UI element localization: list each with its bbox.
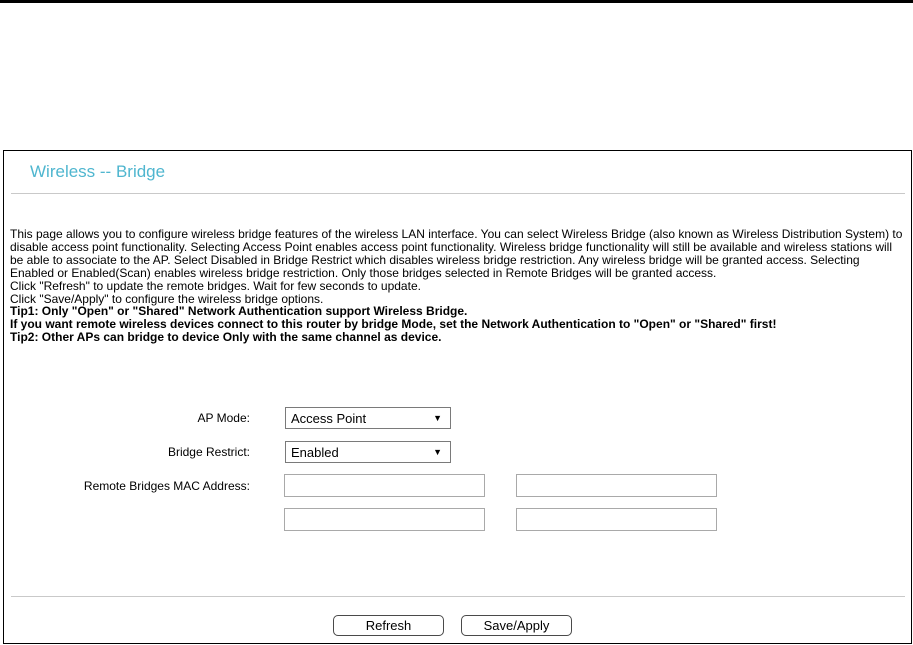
ap-mode-select[interactable] [285,407,451,429]
save-instruction: Click "Save/Apply" to configure the wireless bridge options. [10,291,324,306]
tip2: Tip2: Other APs can bridge to device Only with the same channel as device. [10,330,442,345]
remote-bridge-mac-input-3[interactable] [284,508,485,531]
remote-bridge-mac-input-1[interactable] [284,474,485,497]
save-apply-button[interactable]: Save/Apply [461,615,572,636]
bridge-restrict-label: Bridge Restrict: [167,445,250,459]
remote-bridges-mac-label: Remote Bridges MAC Address: [83,479,250,493]
wireless-bridge-panel [3,150,912,644]
description-block [10,228,905,344]
top-border [0,0,913,3]
ap-mode-label: AP Mode: [197,411,250,425]
footer-divider [11,596,905,597]
remote-bridge-mac-input-2[interactable] [516,474,717,497]
tip1: Tip1: Only "Open" or "Shared" Network Authentication support Wireless Bridge. [10,304,468,319]
remote-bridge-mac-input-4[interactable] [516,508,717,531]
page-title: Wireless -- Bridge [30,162,166,181]
description-paragraph: This page allows you to configure wireless bridge features of the wireless LAN interface. You can select Wireless Bridge (also known as Wireless Distribution System) to disable access point functionality. Selecting Access Point enables access point functionality. Wireless bridge functionality will still be available and wireless stations will be able to associate to the AP. Select Disabled in Bridge Restrict which disables wireless bridge restriction. Any wireless bridge will be granted access. Selecting Enabled or Enabled(Scan) enables wireless bridge restriction. Only those bridges selected in Remote Bridges will be granted access. [10,227,903,280]
chevron-down-icon: ▼ [433,413,442,423]
refresh-instruction: Click "Refresh" to update the remote bridges. Wait for few seconds to update. [10,278,421,293]
ap-mode-value: Access Point [291,411,367,426]
refresh-button[interactable]: Refresh [333,615,444,636]
bridge-restrict-value: Enabled [291,445,339,460]
bridge-restrict-select[interactable] [285,441,451,463]
tip1-detail: If you want remote wireless devices connect to this router by bridge Mode, set the Network Authentication to "Open" or "Shared" first! [10,317,777,332]
chevron-down-icon: ▼ [433,447,442,457]
title-divider [11,193,905,194]
